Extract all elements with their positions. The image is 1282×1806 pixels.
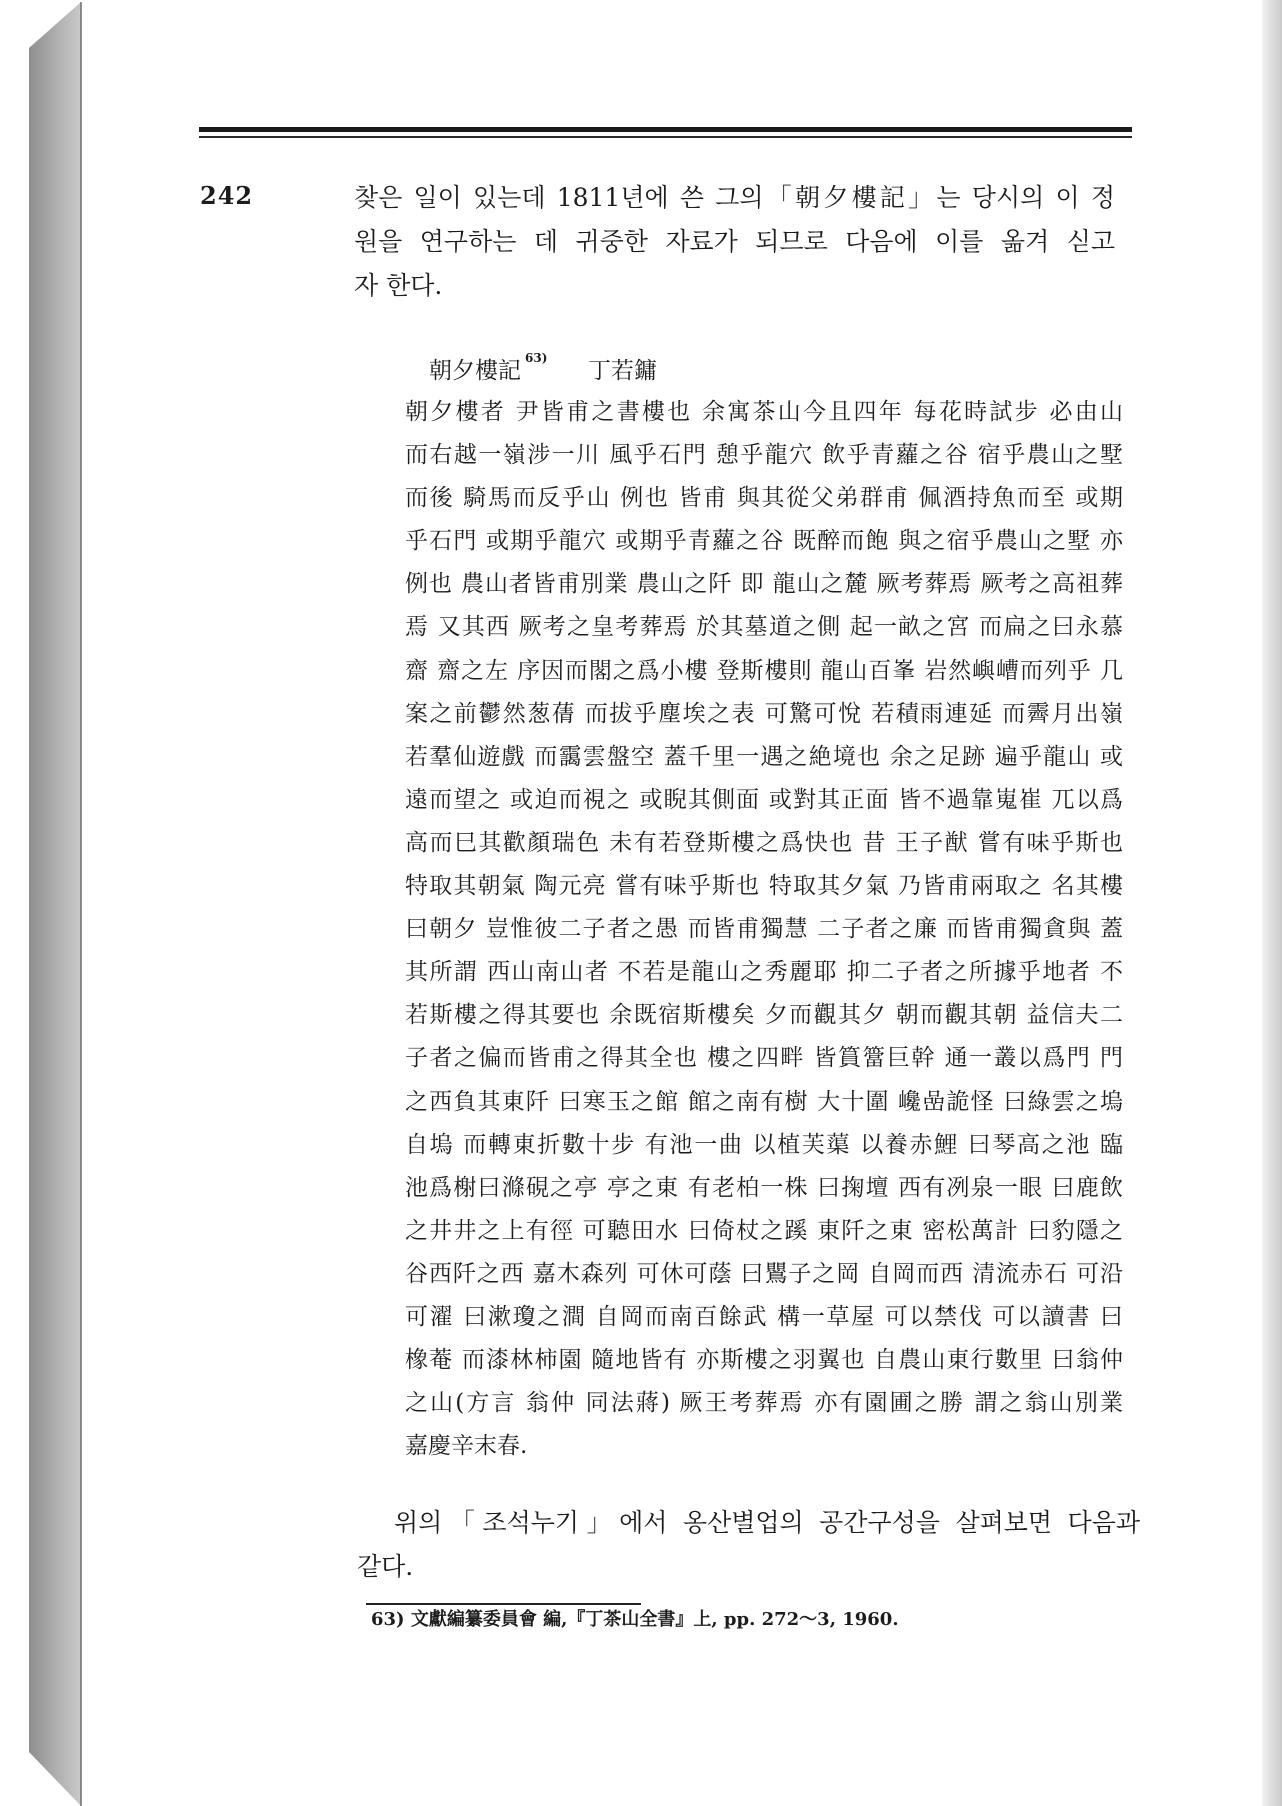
page-number: 242 [200,181,254,210]
essay-date-line: 嘉慶辛末春. [405,1433,528,1460]
essay-line: 而後 騎馬而反乎山 例也 皆甫 與其從父弟群甫 佩酒持魚而至 或期 [405,485,1123,512]
footnote-reference: 63) [525,351,548,365]
essay-line: 池爲榭曰滌硯之亭 亭之東 有老柏一株 曰掬壇 西有冽泉一眼 曰鹿飲 [405,1174,1123,1201]
essay-line: 之井井之上有徑 可聽田水 曰倚杖之蹊 東阡之東 密松萬計 曰豹隱之 [405,1217,1123,1244]
essay-line: 特取其朝氣 陶元亮 嘗有味乎斯也 特取其夕氣 乃皆甫兩取之 名其樓 [405,873,1123,900]
essay-line: 若羣仙遊戲 而靄雲盤空 蓋千里一遇之絶境也 余之足跡 遍乎龍山 或 [405,743,1123,770]
essay-line: 自塢 而轉東折數十步 有池一曲 以植芙蕖 以養赤鯉 曰琴高之池 臨 [405,1131,1123,1158]
essay-body [405,391,1123,1468]
outro-line: 위의「조석누기」에서 옹산별업의 공간구성을 살펴보면 다음과 [394,1508,1140,1537]
essay-line: 高而巳其歡顏瑞色 未有若登斯樓之爲快也 昔 王子猷 嘗有味乎斯也 [405,829,1123,856]
essay-line: 谷西阡之西 嘉木森列 可休可蔭 曰鸎子之岡 自岡而西 清流赤石 可沿 [405,1260,1123,1287]
intro-paragraph [354,176,1115,308]
footnote-rule [366,1603,641,1605]
essay-author: 丁若鏞 [588,358,657,384]
essay-line: 子者之偏而皆甫之得其全也 樓之四畔 皆篔簹巨幹 通一叢以爲門 門 [405,1045,1123,1072]
essay-line: 乎石門 或期乎龍穴 或期乎青蘿之谷 既醉而飽 與之宿乎農山之墅 亦 [405,528,1123,555]
essay-line: 若斯樓之得其要也 余既宿斯樓矣 夕而觀其夕 朝而觀其朝 益信夫二 [405,1002,1123,1029]
book-spine [0,0,90,1806]
header-rule-thick [199,127,1132,132]
page-edge-shadow [1262,0,1282,1806]
essay-line: 之西負其東阡 曰寒玉之館 館之南有樹 大十圍 巉嵒詭怪 曰綠雲之塢 [405,1088,1123,1115]
essay-line: 遠而望之 或迫而視之 或睨其側面 或對其正面 皆不過靠嵬崔 兀以爲 [405,786,1123,813]
essay-line: 之山(方言 翁仲 同法蔣) 厥王考葬焉 亦有園圃之勝 謂之翁山別業 [405,1390,1123,1417]
essay-line: 例也 農山者皆甫別業 農山之阡 即 龍山之麓 厥考葬焉 厥考之高祖葬 [405,571,1123,598]
essay-line: 齋 齋之左 序因而閣之爲小樓 登斯樓則 龍山百峯 岩然嶼嶆而列乎 几 [405,657,1123,684]
intro-line: 자 한다. [354,271,443,300]
essay-line: 其所謂 西山南山者 不若是龍山之秀麗耶 抑二子者之所據乎地者 不 [405,959,1123,986]
essay-heading [429,351,829,386]
essay-line: 焉 又其西 厥考之皇考葬焉 於其墓道之側 起一畝之宮 而扁之曰永慕 [405,614,1123,641]
essay-title: 朝夕樓記 [429,358,521,384]
essay-line: 橡菴 而漆林柿園 隨地皆有 亦斯樓之羽翼也 自農山東行數里 曰翁仲 [405,1347,1123,1374]
outro-line: 같다. [357,1552,414,1581]
header-rule-thin [199,136,1132,138]
essay-line: 可濯 曰漱瓊之澗 自岡而南百餘武 構一草屋 可以禁伐 可以讀書 曰 [405,1303,1123,1330]
essay-line: 案之前鬱然葱蒨 而拔乎塵埃之表 可驚可悅 若積雨連延 而霽月出嶺 [405,700,1123,727]
intro-line: 원을 연구하는 데 귀중한 자료가 되므로 다음에 이를 옮겨 싣고 [354,227,1115,256]
spine-face [29,2,81,1806]
outro-paragraph [357,1501,1140,1589]
footnote: 63) 文獻編纂委員會 編,『丁茶山全書』上, pp. 272～3, 1960. [371,1609,899,1630]
essay-line: 朝夕樓者 尹皆甫之書樓也 余寓茶山今且四年 每花時試步 必由山 [405,399,1123,425]
essay-line: 而右越一嶺涉一川 風乎石門 憩乎龍穴 飲乎青蘿之谷 宿乎農山之墅 [405,442,1123,469]
essay-line: 曰朝夕 豈惟彼二子者之愚 而皆甫獨慧 二子者之廉 而皆甫獨貪與 蓋 [405,916,1123,943]
intro-line: 찾은 일이 있는데 1811년에 쓴 그의「朝夕樓記」는 당시의 이 정 [354,183,1115,212]
